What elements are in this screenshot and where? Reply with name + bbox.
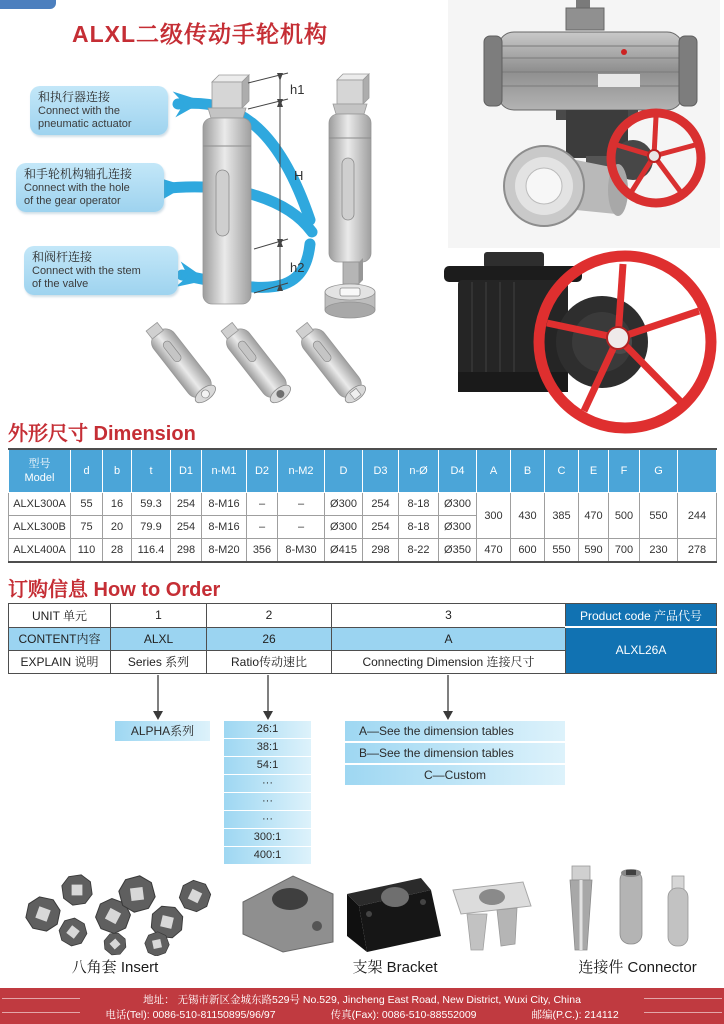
cell: 298: [363, 539, 399, 563]
col-header: [678, 449, 717, 493]
cell-merged: 470: [579, 493, 609, 539]
cell: Series 系列: [111, 650, 207, 673]
cell-model: ALXL300A: [9, 493, 71, 516]
model-header-zh: 型号: [28, 458, 51, 470]
cell: 590: [579, 539, 609, 563]
bracket-label: 支架 Bracket: [352, 959, 438, 976]
order-unit-row: [9, 604, 717, 628]
col-header: C: [545, 449, 579, 493]
order-table: [8, 603, 717, 674]
cell: 28: [103, 539, 132, 563]
footer-address: 地址： 无锡市新区金城东路529号 No.529, Jincheng East Road, New District, Wuxi City, China: [143, 994, 581, 1006]
dimension-option-a: A—See the dimension tables: [345, 721, 565, 741]
dimension-option-b: B—See the dimension tables: [345, 743, 565, 763]
cell: 600: [511, 539, 545, 563]
cell: 298: [171, 539, 202, 563]
callout-en-text: pneumatic actuator: [38, 118, 132, 130]
dim-label-h1: h1: [290, 82, 305, 97]
callout-en-text: Connect with the stem: [32, 265, 141, 277]
col-header: D2: [247, 449, 278, 493]
cell: 20: [103, 516, 132, 539]
cell: 356: [247, 539, 278, 563]
cell: –: [247, 516, 278, 539]
callout-zh-text: 和阀杆连接: [32, 250, 93, 264]
insert-parts-photo: [15, 864, 220, 956]
product-code-value: ALXL26A: [566, 627, 717, 673]
order-content-row: [9, 627, 717, 650]
col-header: n-M1: [202, 449, 247, 493]
col-header: E: [579, 449, 609, 493]
product-code-header: Product code 产品代号: [566, 604, 717, 628]
footer-contacts: [0, 1007, 724, 1022]
col-header: b: [103, 449, 132, 493]
cell: 110: [71, 539, 103, 563]
col-header: D3: [363, 449, 399, 493]
footer-postcode: 邮编(P.C.): 214112: [531, 1009, 619, 1021]
cell: 59.3: [132, 493, 171, 516]
cell-merged: 244: [678, 493, 717, 539]
cell: 8-M16: [202, 516, 247, 539]
connector-parts-photo: [556, 862, 712, 958]
cell: 254: [171, 493, 202, 516]
cell: 470: [477, 539, 511, 563]
cell: 700: [609, 539, 640, 563]
cell-merged: 430: [511, 493, 545, 539]
cell: 8-M30: [278, 539, 325, 563]
footer-bar: [0, 988, 724, 1024]
col-header: d: [71, 449, 103, 493]
page-corner-tab: [0, 0, 56, 9]
page-title: ALXL二级传动手轮机构: [72, 21, 329, 47]
cell: 79.9: [132, 516, 171, 539]
cell: 230: [640, 539, 678, 563]
exploded-shaft-diagram: [293, 70, 423, 322]
cell: 1: [111, 604, 207, 628]
ratio-option: 54:1: [224, 757, 311, 774]
footer-tel: 电话(Tel): 0086-510-81150895/96/97: [105, 1009, 276, 1021]
cell: 8-22: [399, 539, 439, 563]
dim-label-h2: h2: [290, 260, 305, 275]
dim-header-row: [9, 449, 717, 493]
connecting-dimension-options: [345, 721, 565, 787]
col-header: G: [640, 449, 678, 493]
cell: 55: [71, 493, 103, 516]
callout-zh-text: 和手轮机构轴孔连接: [24, 167, 133, 181]
ratio-option: 26:1: [224, 721, 311, 738]
callout-en-text: of the valve: [32, 278, 89, 290]
order-flow-arrows: [0, 673, 724, 721]
ratio-option: ···: [224, 811, 311, 828]
cell: Ø300: [325, 516, 363, 539]
callout-zh-text: 和执行器连接: [38, 90, 111, 104]
cell: 8-18: [399, 516, 439, 539]
adapter-shafts-photo: [140, 318, 375, 413]
connector-label: 连接件 Connector: [578, 959, 697, 976]
footer-fax: 传真(Fax): 0086-510-88552009: [330, 1009, 477, 1021]
ratio-option: 38:1: [224, 739, 311, 756]
cell: 26: [207, 627, 332, 650]
ratio-option: 400:1: [224, 847, 311, 864]
cell: Ø415: [325, 539, 363, 563]
ratio-option: ···: [224, 793, 311, 810]
row-label: EXPLAIN 说明: [9, 650, 111, 673]
order-section-heading: 订购信息 How to Order: [8, 579, 221, 601]
cell: Ø350: [439, 539, 477, 563]
ratio-option: 300:1: [224, 829, 311, 846]
cell: 8-M20: [202, 539, 247, 563]
callout-pneumatic-actuator: [30, 86, 168, 135]
col-header: t: [132, 449, 171, 493]
dimension-section-heading: 外形尺寸 Dimension: [8, 423, 196, 445]
cell-merged: 300: [477, 493, 511, 539]
callout-valve-stem: [24, 246, 178, 295]
col-header: D: [325, 449, 363, 493]
col-header-model: [9, 449, 71, 493]
dimension-table: [8, 448, 717, 563]
ratio-options-list: [224, 721, 311, 865]
col-header: A: [477, 449, 511, 493]
col-header: D4: [439, 449, 477, 493]
insert-label: 八角套 Insert: [71, 959, 159, 976]
col-header: B: [511, 449, 545, 493]
dimension-option-c: C—Custom: [345, 765, 565, 785]
model-header-en: Model: [24, 472, 55, 484]
cell: 254: [363, 493, 399, 516]
callout-en-text: Connect with the: [38, 105, 120, 117]
cell: 2: [207, 604, 332, 628]
series-option-box: ALPHA系列: [115, 721, 210, 741]
cell: 116.4: [132, 539, 171, 563]
callout-gear-operator-hole: [16, 163, 164, 212]
dim-label-H: H: [294, 168, 304, 183]
row-label: CONTENT内容: [9, 627, 111, 650]
cell: Ø300: [439, 493, 477, 516]
cell: –: [278, 493, 325, 516]
cell: Ø300: [439, 516, 477, 539]
ratio-option: ···: [224, 775, 311, 792]
cell: 278: [678, 539, 717, 563]
cell-merged: 385: [545, 493, 579, 539]
bracket-parts-photo: [235, 864, 535, 956]
cell: 8-M16: [202, 493, 247, 516]
cell: 3: [332, 604, 566, 628]
cell-model: ALXL300B: [9, 516, 71, 539]
callout-en-text: of the gear operator: [24, 195, 121, 207]
row-label: UNIT 单元: [9, 604, 111, 628]
cell: 254: [171, 516, 202, 539]
dim-row-alxl400a: [9, 539, 717, 563]
cell: Connecting Dimension 连接尺寸: [332, 650, 566, 673]
cell-model: ALXL400A: [9, 539, 71, 563]
callout-en-text: Connect with the hole: [24, 182, 130, 194]
cell: 75: [71, 516, 103, 539]
cell: A: [332, 627, 566, 650]
cell-merged: 500: [609, 493, 640, 539]
cell: Ratio传动速比: [207, 650, 332, 673]
cell: –: [247, 493, 278, 516]
col-header: F: [609, 449, 640, 493]
col-header: n-Ø: [399, 449, 439, 493]
col-header: D1: [171, 449, 202, 493]
cell: Ø300: [325, 493, 363, 516]
pneumatic-actuator-valve-photo: [448, 0, 720, 248]
cell-merged: 550: [640, 493, 678, 539]
cell: 254: [363, 516, 399, 539]
cell: ALXL: [111, 627, 207, 650]
cell: –: [278, 516, 325, 539]
dim-row-alxl300a: [9, 493, 717, 516]
gear-operator-handwheel-photo: [420, 242, 718, 447]
cell: 8-18: [399, 493, 439, 516]
cell: 16: [103, 493, 132, 516]
col-header: n-M2: [278, 449, 325, 493]
cell: 550: [545, 539, 579, 563]
